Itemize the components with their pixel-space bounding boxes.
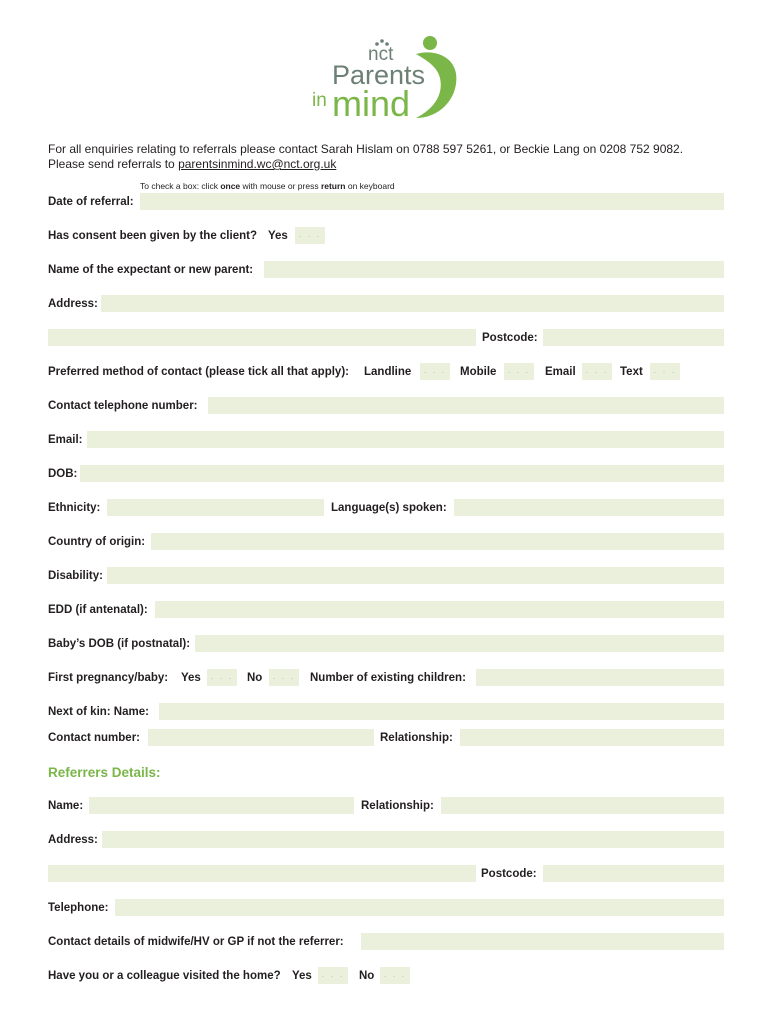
midwife-contact-field[interactable] bbox=[361, 933, 724, 950]
dob-field[interactable] bbox=[80, 465, 724, 482]
languages-field[interactable] bbox=[454, 499, 724, 516]
email-field[interactable] bbox=[87, 431, 724, 448]
kin-relationship-label: Relationship: bbox=[380, 732, 453, 744]
first-pregnancy-yes-checkbox[interactable]: . . . bbox=[207, 669, 237, 686]
email-option-label: Email bbox=[545, 366, 576, 378]
referrer-name-field[interactable] bbox=[89, 797, 354, 814]
logo-in: in bbox=[312, 90, 327, 111]
referrers-details-heading: Referrers Details: bbox=[48, 765, 161, 780]
country-field[interactable] bbox=[151, 533, 724, 550]
consent-label: Has consent been given by the client? bbox=[48, 230, 257, 242]
logo-parents: Parents bbox=[332, 60, 426, 90]
referrer-relationship-label: Relationship: bbox=[361, 800, 434, 812]
hint-text-2: with mouse or press bbox=[240, 181, 321, 191]
text-checkbox[interactable]: . . . bbox=[650, 363, 680, 380]
baby-dob-field[interactable] bbox=[195, 635, 724, 652]
home-visit-yes-label: Yes bbox=[292, 970, 312, 982]
next-of-kin-name-field[interactable] bbox=[159, 703, 724, 720]
referrer-telephone-label: Telephone: bbox=[48, 902, 109, 914]
checkbox-hint bbox=[140, 181, 395, 191]
mobile-checkbox[interactable]: . . . bbox=[504, 363, 534, 380]
first-pregnancy-label: First pregnancy/baby: bbox=[48, 672, 169, 684]
parent-name-field[interactable] bbox=[264, 261, 724, 278]
referrer-address-label: Address: bbox=[48, 834, 98, 846]
address-field-1[interactable] bbox=[101, 295, 724, 312]
first-pregnancy-no-checkbox[interactable]: . . . bbox=[269, 669, 299, 686]
address-field-2[interactable] bbox=[48, 329, 476, 346]
kin-contact-number-label: Contact number: bbox=[48, 732, 140, 744]
existing-children-field[interactable] bbox=[476, 669, 724, 686]
dob-label: DOB: bbox=[48, 468, 78, 480]
edd-label: EDD (if antenatal): bbox=[48, 604, 148, 616]
home-visit-yes-checkbox[interactable]: . . . bbox=[318, 967, 348, 984]
date-of-referral-label: Date of referral: bbox=[48, 196, 134, 208]
first-pregnancy-no-label: No bbox=[247, 672, 263, 684]
referrer-telephone-field[interactable] bbox=[115, 899, 724, 916]
country-label: Country of origin: bbox=[48, 536, 146, 548]
hint-text-3: on keyboard bbox=[345, 181, 395, 191]
intro-line-2 bbox=[48, 157, 336, 172]
home-visit-no-checkbox[interactable]: . . . bbox=[380, 967, 410, 984]
logo-mind: mind bbox=[332, 83, 411, 120]
ethnicity-label: Ethnicity: bbox=[48, 502, 101, 514]
existing-children-label: Number of existing children: bbox=[310, 672, 466, 684]
intro-line-2-prefix: Please send referrals to bbox=[48, 157, 179, 171]
disability-label: Disability: bbox=[48, 570, 103, 582]
email-checkbox[interactable]: . . . bbox=[582, 363, 612, 380]
landline-checkbox[interactable]: . . . bbox=[420, 363, 450, 380]
midwife-contact-label: Contact details of midwife/HV or GP if not the referrer: bbox=[48, 936, 344, 948]
landline-label: Landline bbox=[364, 366, 412, 378]
languages-label: Language(s) spoken: bbox=[331, 502, 447, 514]
referrer-postcode-field[interactable] bbox=[543, 865, 724, 882]
hint-bold-once: once bbox=[220, 181, 241, 191]
referrer-postcode-label: Postcode: bbox=[481, 868, 537, 880]
contact-phone-field[interactable] bbox=[208, 397, 724, 414]
referrer-address-field-2[interactable] bbox=[48, 865, 476, 882]
referrer-address-field-1[interactable] bbox=[102, 831, 724, 848]
home-visit-no-label: No bbox=[359, 970, 375, 982]
kin-contact-number-field[interactable] bbox=[148, 729, 374, 746]
next-of-kin-label: Next of kin: Name: bbox=[48, 706, 149, 718]
edd-field[interactable] bbox=[155, 601, 724, 618]
consent-yes-checkbox[interactable]: . . . bbox=[295, 227, 325, 244]
kin-relationship-field[interactable] bbox=[460, 729, 724, 746]
ethnicity-field[interactable] bbox=[107, 499, 324, 516]
address-label: Address: bbox=[48, 298, 98, 310]
first-pregnancy-yes-label: Yes bbox=[181, 672, 201, 684]
text-option-label: Text bbox=[620, 366, 643, 378]
email-label: Email: bbox=[48, 434, 83, 446]
baby-dob-label: Baby’s DOB (if postnatal): bbox=[48, 638, 191, 650]
nct-parents-in-mind-logo bbox=[308, 34, 468, 120]
disability-field[interactable] bbox=[107, 567, 724, 584]
logo-figure-graphic bbox=[308, 34, 468, 120]
date-of-referral-field[interactable] bbox=[140, 193, 724, 210]
referrer-name-label: Name: bbox=[48, 800, 84, 812]
logo-brand: nct bbox=[368, 44, 394, 65]
parent-name-label: Name of the expectant or new parent: bbox=[48, 264, 254, 276]
contact-method-label: Preferred method of contact (please tick all that apply): bbox=[48, 366, 349, 378]
contact-phone-label: Contact telephone number: bbox=[48, 400, 198, 412]
hint-bold-return: return bbox=[320, 181, 346, 191]
referral-email-link[interactable]: parentsinmind.wc@nct.org.uk bbox=[178, 157, 337, 171]
postcode-label: Postcode: bbox=[482, 332, 538, 344]
referrer-relationship-field[interactable] bbox=[441, 797, 724, 814]
hint-text-1: To check a box: click bbox=[140, 181, 221, 191]
consent-yes-label: Yes bbox=[268, 230, 288, 242]
home-visit-label: Have you or a colleague visited the home? bbox=[48, 970, 281, 982]
mobile-label: Mobile bbox=[460, 366, 497, 378]
intro-line-1: For all enquiries relating to referrals please contact Sarah Hislam on 0788 597 5261, or Beckie Lang on 0208 752 9082. bbox=[48, 142, 684, 156]
postcode-field[interactable] bbox=[543, 329, 724, 346]
